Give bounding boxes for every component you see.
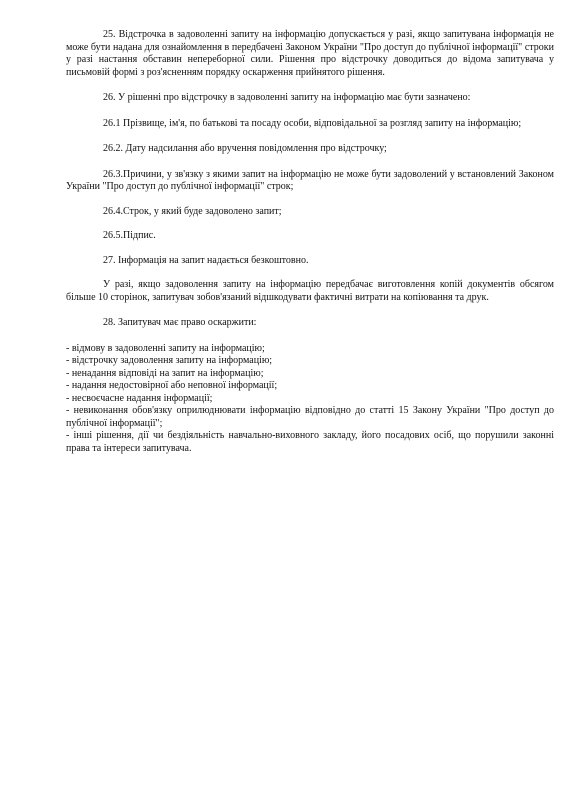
- appeal-list: [66, 343, 554, 456]
- list-item: - інші рішення, дії чи бездіяльність навчально-виховного закладу, його посадових осіб, що порушили законні права та інтереси запитувача.: [66, 430, 554, 454]
- list-item: - ненадання відповіді на запит на інформацію;: [66, 367, 264, 379]
- paragraph-copy-costs: У разі, якщо задоволення запиту на інформацію передбачає виготовлення копій документів обсягом більше 10 сторінок, запитувач зобов'язаний відшкодувати фактичні витрати на копіювання та друк.: [66, 279, 554, 303]
- paragraph-25: 25. Відстрочка в задоволенні запиту на інформацію допускається у разі, якщо запитувана інформація не може бути надана для ознайомлення в передбачені Законом України "Про доступ до публічної інформації" строки у разі настання обставин непереборної сили. Рішення про відстрочку доводиться до відома запитувача у письмовій формі з роз'ясненням порядку оскарження прийнятого рішення.: [66, 29, 554, 78]
- paragraph-26-3: 26.3.Причини, у зв'язку з якими запит на інформацію не може бути задоволений у встановлений Законом України "Про доступ до публічної інформації" строк;: [66, 168, 554, 192]
- paragraph-28: 28. Запитувач має право оскаржити:: [103, 317, 257, 328]
- paragraph-27: 27. Інформація на запит надається безкоштовно.: [103, 254, 309, 266]
- list-item: - надання недостовірної або неповної інформації;: [66, 380, 278, 391]
- list-item: - несвоєчасне надання інформації;: [66, 392, 213, 404]
- list-item: - відстрочку задоволення запиту на інформацію;: [66, 355, 273, 366]
- paragraph-26-5: 26.5.Підпис.: [103, 230, 156, 241]
- list-item: - відмову в задоволенні запиту на інформацію;: [66, 342, 265, 354]
- paragraph-26: 26. У рішенні про відстрочку в задоволенні запиту на інформацію має бути зазначено:: [103, 92, 471, 103]
- paragraph-26-1: 26.1 Прізвище, ім'я, по батькові та посаду особи, відповідальної за розгляд запиту на інформацію;: [103, 117, 522, 129]
- paragraph-26-2: 26.2. Дату надсилання або вручення повідомлення про відстрочку;: [103, 143, 387, 154]
- paragraph-26-4: 26.4.Строк, у який буде задоволено запит;: [103, 205, 282, 217]
- list-item: - невиконання обов'язку оприлюднювати інформацію відповідно до статті 15 Закону України "Про доступ до публічної інформації";: [66, 405, 554, 429]
